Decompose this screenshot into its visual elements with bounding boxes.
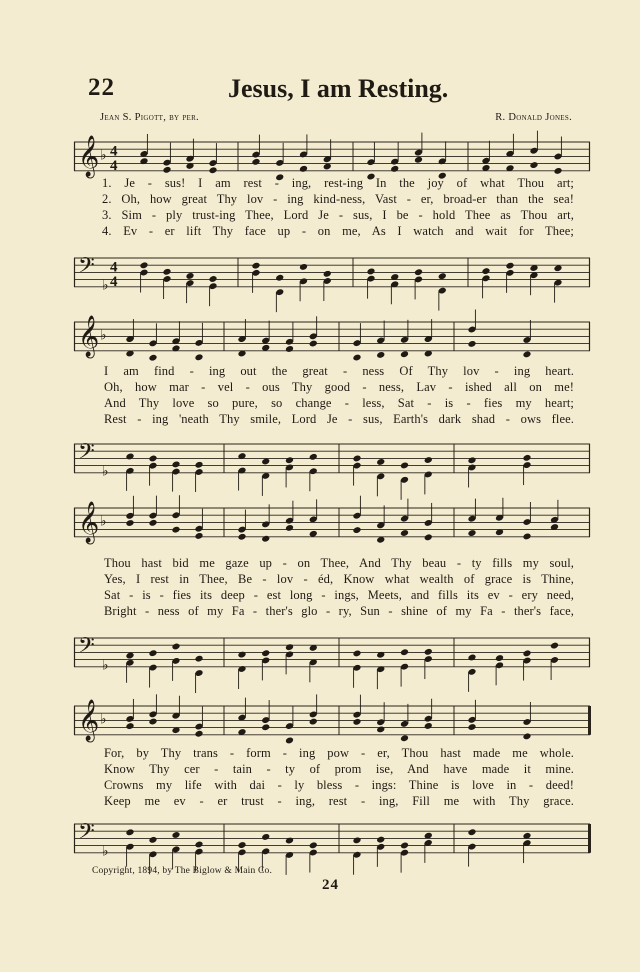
- notehead: [376, 458, 385, 466]
- flat-icon: ♭: [102, 464, 109, 480]
- notehead: [185, 162, 194, 170]
- bass-clef-icon: 𝄢: [78, 439, 95, 470]
- flat-icon: ♭: [100, 148, 107, 164]
- bass-clef-icon: 𝄢: [78, 633, 95, 664]
- lyric-verse-2: Know Thy cer - tain - ty of prom ise, And have made it mine.: [104, 762, 574, 776]
- notehead: [352, 718, 361, 726]
- notehead: [553, 167, 562, 175]
- notehead: [529, 161, 538, 169]
- time-signature-digit: 4: [110, 158, 118, 175]
- notehead: [522, 350, 531, 358]
- notehead: [352, 649, 361, 657]
- notehead: [376, 836, 385, 844]
- lyric-verse-2: Yes, I rest in Thee, Be - lov - éd, Know what wealth of grace is Thine,: [104, 572, 574, 586]
- notehead: [237, 452, 246, 460]
- notehead: [481, 267, 490, 275]
- notehead: [400, 648, 409, 656]
- notehead: [522, 454, 531, 462]
- notehead: [285, 345, 294, 353]
- notehead: [414, 156, 423, 164]
- treble-staff: [74, 699, 590, 746]
- notehead: [424, 648, 433, 656]
- lyric-verse-3: 3. Sim - ply trust-ing Thee, Lord Je - sus, I be - hold Thee as Thou art,: [102, 208, 574, 222]
- notehead: [261, 833, 270, 841]
- notehead: [237, 533, 246, 541]
- page-number: 24: [322, 877, 339, 893]
- notehead: [148, 836, 157, 844]
- notehead: [352, 454, 361, 462]
- notehead: [400, 461, 409, 469]
- notehead: [522, 649, 531, 657]
- notehead: [185, 272, 194, 280]
- bass-staff: [74, 634, 590, 678]
- treble-clef-icon: 𝄞: [78, 135, 100, 177]
- notehead: [125, 722, 134, 730]
- author-credit: Jean S. Pigott, by per.: [100, 112, 199, 123]
- notehead: [467, 340, 476, 348]
- treble-clef-icon: 𝄞: [78, 699, 100, 741]
- lyric-verse-3: Sat - is - fies its deep - est long - ings, Meets, and fills its ev - ery need,: [104, 588, 574, 602]
- hymn-title: Jesus, I am Resting.: [228, 74, 449, 103]
- notehead: [352, 354, 361, 362]
- lyric-verse-2: Oh, how mar - vel - ous Thy good - ness, Lav - ished all on me!: [104, 380, 574, 394]
- notehead: [550, 642, 559, 650]
- notehead: [275, 274, 284, 282]
- notehead: [261, 649, 270, 657]
- notehead: [400, 734, 409, 742]
- notehead: [309, 453, 318, 461]
- notehead: [148, 354, 157, 362]
- lyric-verse-3: Crowns my life with dai - ly bless - ings: Thine is love in - deed!: [104, 778, 574, 792]
- notehead: [285, 456, 294, 464]
- time-signature-digit: 4: [110, 274, 118, 291]
- notehead: [352, 836, 361, 844]
- notehead: [400, 529, 409, 537]
- notehead: [467, 654, 476, 662]
- flat-icon: ♭: [102, 844, 109, 860]
- notehead: [505, 262, 514, 270]
- notehead: [400, 350, 409, 358]
- notehead: [376, 725, 385, 733]
- notehead: [390, 165, 399, 173]
- notehead: [139, 261, 148, 269]
- notehead: [522, 532, 531, 540]
- notehead: [467, 828, 476, 836]
- composer-credit: R. Donald Jones.: [495, 112, 572, 123]
- notehead: [251, 158, 260, 166]
- notehead: [194, 655, 203, 663]
- treble-staff: [74, 501, 590, 548]
- flat-icon: ♭: [102, 278, 109, 294]
- notehead: [171, 643, 180, 651]
- flat-icon: ♭: [102, 658, 109, 674]
- copyright-notice: Copyright, 1894, by The Biglow & Main Co.: [92, 866, 273, 876]
- lyric-verse-1: 1. Je - sus! I am rest - ing, rest-ing In the joy of what Thou art;: [102, 176, 574, 190]
- flat-icon: ♭: [100, 514, 107, 530]
- notehead: [414, 268, 423, 276]
- treble-clef-icon: 𝄞: [78, 501, 100, 543]
- lyric-verse-1: I am find - ing out the great - ness Of Thy lov - ing heart.: [104, 364, 574, 378]
- lyric-verse-3: And Thy love so pure, so change - less, Sat - is - fies my heart;: [104, 396, 574, 410]
- lyric-verse-4: Bright - ness of my Fa - ther's glo - ry, Sun - shine of my Fa - ther's face,: [104, 604, 574, 618]
- lyric-verse-1: Thou hast bid me gaze up - on Thee, And Thy beau - ty fills my soul,: [104, 556, 574, 570]
- notehead: [148, 649, 157, 657]
- lyric-verse-2: 2. Oh, how great Thy lov - ing kind-ness, Vast - er, broad-er than the sea!: [102, 192, 574, 206]
- lyric-verse-1: For, by Thy trans - form - ing pow - er, Thou hast made me whole.: [104, 746, 574, 760]
- notehead: [208, 166, 217, 174]
- notehead: [148, 718, 157, 726]
- notehead: [148, 519, 157, 527]
- notehead: [194, 841, 203, 849]
- notehead: [171, 831, 180, 839]
- bass-staff: [74, 440, 590, 484]
- notehead: [309, 841, 318, 849]
- notehead: [467, 456, 476, 464]
- bass-clef-icon: 𝄢: [78, 253, 95, 284]
- notehead: [125, 828, 134, 836]
- notehead: [125, 519, 134, 527]
- notehead: [261, 723, 270, 731]
- notehead: [467, 529, 476, 537]
- notehead: [208, 275, 217, 283]
- lyric-verse-4: Keep me ev - er trust - ing, rest - ing, Fill me with Thy grace.: [104, 794, 574, 808]
- bass-staff: [74, 254, 590, 298]
- lyric-verse-4: Rest - ing 'neath Thy smile, Lord Je - sus, Earth's dark shad - ows flee.: [104, 412, 574, 426]
- notehead: [194, 353, 203, 361]
- notehead: [194, 730, 203, 738]
- notehead: [366, 268, 375, 276]
- notehead: [171, 460, 180, 468]
- time-signature-digit: 4: [110, 143, 118, 160]
- notehead: [323, 270, 332, 278]
- notehead: [299, 165, 308, 173]
- notehead: [237, 651, 246, 659]
- notehead: [162, 166, 171, 174]
- notehead: [522, 732, 531, 740]
- notehead: [285, 837, 294, 845]
- notehead: [285, 643, 294, 651]
- hymn-number: 22: [88, 74, 115, 101]
- notehead: [251, 262, 260, 270]
- notehead: [299, 263, 308, 271]
- notehead: [237, 841, 246, 849]
- notehead: [400, 842, 409, 850]
- notehead: [376, 351, 385, 359]
- flat-icon: ♭: [100, 712, 107, 728]
- notehead: [171, 526, 180, 534]
- notehead: [148, 455, 157, 463]
- notehead: [309, 718, 318, 726]
- notehead: [261, 535, 270, 543]
- notehead: [467, 723, 476, 731]
- notehead: [424, 456, 433, 464]
- time-signature-digit: 4: [110, 259, 118, 276]
- notehead: [424, 533, 433, 541]
- notehead: [285, 524, 294, 532]
- notehead: [438, 272, 447, 280]
- bass-staff: [74, 820, 590, 864]
- notehead: [194, 532, 203, 540]
- notehead: [162, 268, 171, 276]
- flat-icon: ♭: [100, 328, 107, 344]
- notehead: [309, 340, 318, 348]
- notehead: [125, 453, 134, 461]
- notehead: [352, 526, 361, 534]
- bass-clef-icon: 𝄢: [78, 819, 95, 850]
- lyric-verse-4: 4. Ev - er lift Thy face up - on me, As I watch and wait for Thee;: [102, 224, 574, 238]
- notehead: [285, 737, 294, 745]
- notehead: [194, 461, 203, 469]
- treble-staff: [74, 315, 590, 362]
- notehead: [424, 722, 433, 730]
- treble-clef-icon: 𝄞: [78, 315, 100, 357]
- notehead: [495, 654, 504, 662]
